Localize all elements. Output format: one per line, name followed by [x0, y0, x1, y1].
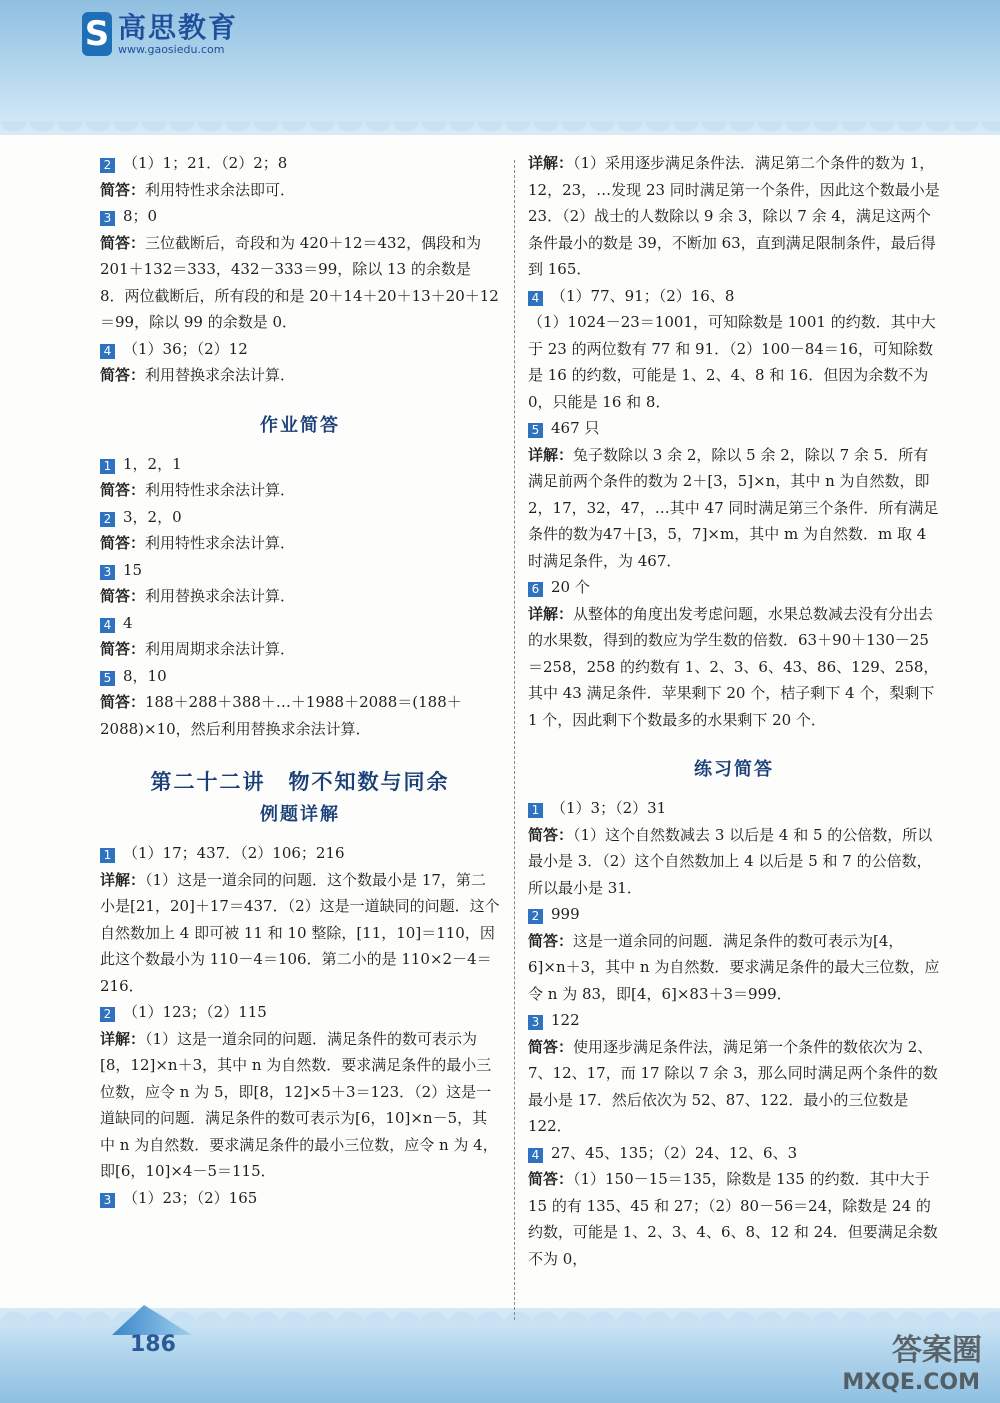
answer-note [100, 230, 500, 336]
answer-text: 1，2，1 [123, 454, 182, 473]
answer-text: 15 [123, 560, 143, 579]
item-number: 2 [100, 512, 115, 527]
answer-note [528, 1166, 940, 1272]
note-text: 利用特性求余法计算． [145, 534, 296, 552]
note-label: 简答： [100, 180, 146, 199]
note-label: 简答： [100, 693, 146, 711]
item-number: 1 [100, 848, 115, 863]
answer-item [100, 663, 500, 690]
answer-note [528, 1034, 940, 1140]
answer-note [100, 636, 500, 663]
item-number: 4 [100, 344, 115, 359]
answer-item [528, 283, 940, 310]
item-number: 5 [528, 423, 543, 438]
item-number: 3 [100, 565, 115, 580]
note-label: 简答： [528, 931, 574, 950]
note-label: 详解： [528, 445, 574, 464]
answer-note [100, 362, 500, 389]
answer-text: 8，10 [123, 666, 167, 685]
note-text: 188＋288＋388＋…＋1988＋2088＝(188＋2088)×10，然后利用替换求余法计算． [100, 693, 462, 738]
item-number: 4 [528, 1148, 543, 1163]
right-column [528, 150, 940, 1272]
note-label: 简答： [100, 587, 146, 605]
answer-note [100, 689, 500, 742]
answer-item [100, 504, 500, 531]
answer-item [100, 336, 500, 363]
answer-text: 122 [551, 1011, 580, 1029]
item-number: 2 [528, 909, 543, 924]
note-text: 利用替换求余法计算． [145, 366, 296, 384]
item-number: 2 [100, 158, 115, 173]
answer-note [528, 822, 940, 902]
note-text: 利用替换求余法计算． [145, 587, 296, 605]
answer-item [528, 795, 940, 822]
note-text: （1）150－15＝135，除数是 135 的约数．其中大于 15 的有 135、45 和 27；（2）80－56＝24，除数是 24 的约数，可能是 1、2、3、4、6、8、12 和 24．但要满足余数不为 0， [528, 1170, 938, 1268]
answer-text: （1）123；（2）115 [123, 1003, 267, 1021]
answer-item [528, 901, 940, 928]
note-text: 兔子数除以 3 余 2，除以 5 余 2，除以 7 余 5．所有满足前两个条件的数为 2＋[3，5]×n，其中 n 为自然数，即 2，17，32，47，…其中 47 同时满足第三个条件．所有满足条件的数为47＋[3，5，7]×m，其中 m 为自然数．m 取 4 时满足条件，为 467． [528, 445, 939, 570]
answer-note [100, 867, 500, 1000]
answer-note [528, 442, 940, 575]
note-text: 利用周期求余法计算． [145, 640, 296, 658]
page-number: 186 [130, 1332, 176, 1357]
note-label: 详解： [528, 154, 574, 172]
answer-text: （1）1；21．（2）2；8 [123, 154, 288, 172]
item-number: 4 [528, 291, 543, 306]
answer-text: 467 只 [551, 419, 600, 437]
answer-text: （1）3；（2）31 [551, 799, 667, 817]
logo-name: 高思教育 [118, 10, 239, 44]
note-text: 利用特性求余法计算． [145, 481, 296, 499]
item-number: 3 [100, 211, 115, 226]
note-label: 简答： [100, 534, 146, 552]
chapter-title: 第二十二讲 物不知数与同余 [150, 770, 450, 794]
answer-item [100, 150, 500, 177]
item-number: 3 [528, 1015, 543, 1030]
item-number: 2 [100, 1007, 115, 1022]
answer-item [528, 1140, 940, 1167]
answer-item [528, 415, 940, 442]
note-label: 简答： [100, 640, 146, 658]
answer-note [528, 150, 940, 283]
answer-item [100, 203, 500, 230]
note-text: （1）这个自然数减去 3 以后是 4 和 5 的公倍数，所以最小是 3．（2）这个自然数加上 4 以后是 5 和 7 的公倍数，所以最小是 31． [528, 825, 933, 897]
answer-item [100, 1185, 500, 1212]
note-text: 这是一道余同的问题．满足条件的数可表示为[4，6]×n＋3，其中 n 为自然数．要求满足条件的最大三位数，应令 n 为 83，即[4，6]×83＋3＝999． [528, 931, 940, 1003]
note-text: （1）1024－23＝1001，可知除数是 1001 的约数．其中大于 23 的两位数有 77 和 91．（2）100－84＝16，可知除数是 16 的约数，可能是 1、2、4、8 和 16．但因为余数不为 0，只能是 16 和 8． [528, 313, 936, 411]
answer-note [528, 309, 940, 415]
answer-note [100, 583, 500, 610]
item-number: 3 [100, 1193, 115, 1208]
logo-mark: S [82, 12, 112, 56]
answer-note [528, 601, 940, 734]
answer-text: （1）77、91；（2）16、8 [551, 286, 735, 305]
note-text: （1）这是一道余同的问题．这个数最小是 17，第二小是[21，20]＋17＝437．（2）这是一道缺同的问题．这个自然数加上 4 即可被 11 和 10 整除，[11，10]＝110，因此这个数最小为 110－4＝106．第二小的是 110×2－4＝216． [100, 870, 500, 995]
exercise-section-title: 练习简答 [694, 759, 774, 780]
note-text: 利用特性求余法即可． [145, 180, 296, 199]
item-number: 5 [100, 671, 115, 686]
note-label: 简答： [528, 1170, 574, 1188]
watermark-url: MXQE.COM [842, 1370, 980, 1395]
answer-note [100, 530, 500, 557]
answer-text: （1）36；（2）12 [123, 339, 248, 358]
answer-item [100, 840, 500, 867]
example-section-title: 例题详解 [260, 804, 340, 825]
answer-text: 20 个 [551, 578, 590, 596]
note-label: 简答： [100, 481, 146, 499]
publisher-logo [82, 12, 238, 56]
answer-note [528, 928, 940, 1008]
answer-item [528, 574, 940, 601]
note-label: 详解： [100, 1029, 146, 1048]
answer-note [100, 477, 500, 504]
answer-item [528, 1007, 940, 1034]
note-label: 简答： [528, 825, 574, 844]
column-divider [514, 160, 516, 1320]
answer-text: 4 [123, 613, 133, 632]
answer-text: 3，2，0 [123, 507, 182, 526]
note-label: 简答： [100, 366, 146, 384]
answer-item [100, 999, 500, 1026]
answer-text: 999 [551, 905, 580, 923]
watermark: 答案圈 [892, 1333, 982, 1368]
note-text: （1）采用逐步满足条件法．满足第二个条件的数为 1，12，23，…发现 23 同时满足第一个条件，因此这个数最小是 23．（2）战士的人数除以 9 余 3，除以 7 余 4，满足这两个条件最小的数是 39，不断加 63，直到满足限制条件，最后得到 165． [528, 154, 940, 278]
answer-text: 27、45、135；（2）24、12、6、3 [551, 1143, 798, 1162]
answer-item [100, 451, 500, 478]
item-number: 6 [528, 582, 543, 597]
answer-item [100, 610, 500, 637]
answer-text: （1）23；（2）165 [123, 1188, 258, 1207]
answer-note [100, 1026, 500, 1185]
note-label: 简答： [528, 1037, 574, 1056]
answer-item [100, 557, 500, 584]
note-text: （1）这是一道余同的问题．满足条件的数可表示为[8，12]×n＋3，其中 n 为自然数．要求满足条件的最小三位数，应令 n 为 5，即[8，12]×5＋3＝123．（2）这是一道缺同的问题．满足条件的数可表示为[6，10]×n－5，其中 n 为自然数．要求满足条件的最小三位数，应令 n 为 4，即[6，10]×4－5＝115． [100, 1029, 498, 1180]
homework-section-title: 作业简答 [260, 414, 340, 436]
logo-url: www.gaosiedu.com [118, 42, 225, 56]
item-number: 1 [100, 459, 115, 474]
note-label: 详解： [100, 870, 146, 889]
item-number: 4 [100, 618, 115, 633]
answer-text: 8；0 [123, 207, 158, 225]
note-text: 从整体的角度出发考虑问题，水果总数减去没有分出去的水果数，得到的数应为学生数的倍数．63＋90＋130－25＝258，258 的约数有 1、2、3、6、43、86、129、258，其中 43 满足条件．苹果剩下 20 个，桔子剩下 4 个，梨剩下 1 个，因此剩下个数最多的水果剩下 20 个． [528, 604, 939, 729]
answer-note [100, 177, 500, 204]
item-number: 1 [528, 803, 543, 818]
left-column [100, 150, 500, 1211]
note-text: 三位截断后，奇段和为 420＋12＝432，偶段和为 201＋132＝333，432－333＝99，除以 13 的余数是 8．两位截断后，所有段的和是 20＋14＋20＋13＋20＋12＝99，除以 99 的余数是 0． [100, 233, 499, 331]
note-label: 简答： [100, 233, 146, 252]
note-text: 使用逐步满足条件法，满足第一个条件的数依次为 2、7、12、17，而 17 除以 7 余 3，那么同时满足两个条件的数最小是 17．然后依次为 52、87、122．最小的三位数是 122． [528, 1037, 938, 1135]
note-label: 详解： [528, 604, 574, 623]
answer-text: （1）17；437．（2）106；216 [123, 844, 345, 862]
